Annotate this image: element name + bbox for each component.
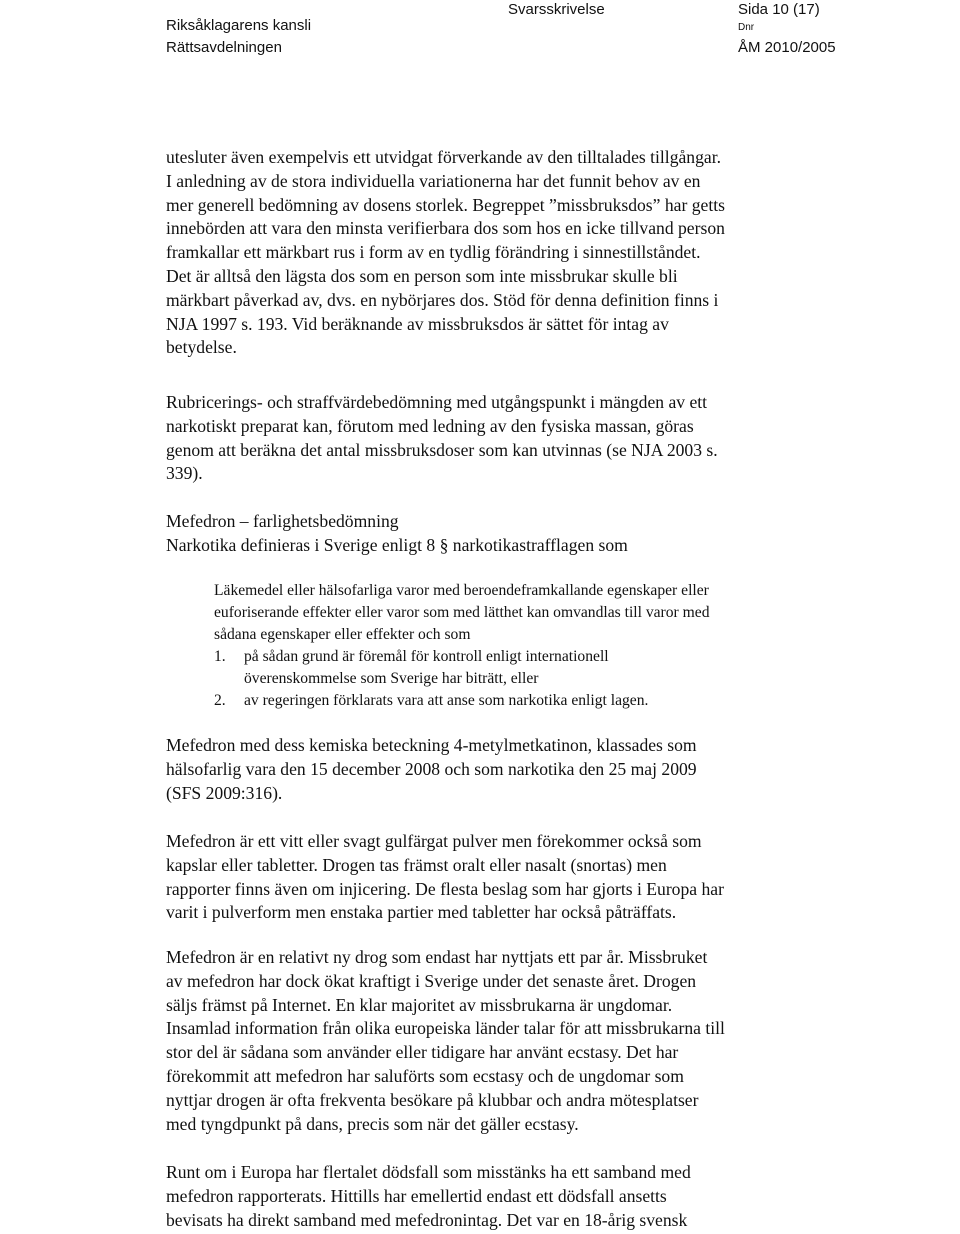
paragraph-dose-definition	[166, 146, 832, 360]
text-line: mefedron rapporterats. Hittills har emellertid endast ett dödsfall ansetts	[166, 1185, 667, 1206]
list-line: överenskommelse som Sverige har biträtt, eller	[244, 670, 539, 687]
list-item	[214, 690, 834, 712]
text-line: 339).	[166, 463, 203, 484]
text-line: Runt om i Europa har flertalet dödsfall som misstänks ha ett samband med	[166, 1162, 691, 1182]
header-dnr-label: Dnr	[738, 22, 755, 33]
text-line: kapslar eller tabletter. Drogen tas främst oralt eller nasalt (snortas) men	[166, 854, 667, 875]
quote-line: sådana egenskaper eller effekter och som	[214, 626, 471, 643]
paragraph-classification	[166, 391, 832, 486]
quote-line: euforiserande effekter eller varor som med lätthet kan omvandlas till varor med	[214, 604, 710, 621]
text-line: Insamlad information från olika europeiska länder talar för att missbrukarna till	[166, 1018, 725, 1039]
text-line: säljs främst på Internet. En klar majoritet av missbrukarna är ungdomar.	[166, 994, 673, 1015]
text-line: nyttjar drogen är ofta frekventa besökare på klubbar och andra mötesplatser	[166, 1089, 699, 1110]
law-quote	[214, 580, 834, 712]
paragraph-deaths	[166, 1161, 832, 1232]
text-line: bevisats ha direkt samband med mefedronintag. Det var en 18-årig svensk	[166, 1209, 688, 1230]
text-line: I anledning av de stora individuella variationerna har det funnit behov av en	[166, 170, 701, 191]
text-line: Mefedron är en relativt ny drog som endast har nyttjats ett par år. Missbruket	[166, 947, 708, 967]
text-line: varit i pulverform men enstaka partier med tabletter har också påträffats.	[166, 902, 677, 923]
text-line: rapporter finns även om injicering. De flesta beslag som har gjorts i Europa har	[166, 878, 724, 899]
text-line: mer generell bedömning av dosens storlek. Begreppet ”missbruksdos” har getts	[166, 194, 725, 215]
paragraph-appearance	[166, 830, 832, 925]
text-line: genom att beräkna det antal missbruksdoser som kan utvinnas (se NJA 2003 s.	[166, 439, 718, 460]
section-mefedron	[166, 510, 832, 558]
text-line: hälsofarlig vara den 15 december 2008 och som narkotika den 25 maj 2009	[166, 758, 697, 779]
quote-line: Läkemedel eller hälsofarliga varor med beroendeframkallande egenskaper eller	[214, 582, 709, 599]
paragraph-classification-date	[166, 734, 832, 805]
paragraph-usage	[166, 946, 832, 1136]
section-heading: Mefedron – farlighetsbedömning	[166, 511, 399, 531]
text-line: stor del är sådana som använder eller tidigare har använt ecstasy. Det har	[166, 1042, 679, 1063]
header-doc-type: Svarsskrivelse	[508, 1, 605, 18]
list-line: av regeringen förklarats vara att anse som narkotika enligt lagen.	[244, 692, 649, 709]
text-line: framkallar ett märkbart rus i form av en tydlig förändring i sinnestillståndet.	[166, 242, 701, 263]
text-line: förekommit att mefedron har saluförts som ecstasy och de ungdomar som	[166, 1065, 684, 1086]
header-org: Riksåklagarens kansli	[166, 17, 312, 34]
text-line: betydelse.	[166, 337, 237, 358]
header-dnr: ÅM 2010/2005	[738, 39, 836, 56]
text-line: med tyngdpunkt på dans, precis som när det gäller ecstasy.	[166, 1113, 579, 1134]
text-line: innebörden att vara den minsta verifierbara dos som hos en icke tillvand person	[166, 218, 725, 239]
list-line: på sådan grund är föremål för kontroll enligt internationell	[244, 648, 609, 665]
list-number: 1.	[214, 648, 226, 665]
text-line: Det är alltså den lägsta dos som en person som inte missbrukar skulle bli	[166, 265, 678, 286]
text-line: Narkotika definieras i Sverige enligt 8 § narkotikastrafflagen som	[166, 534, 628, 555]
text-line: NJA 1997 s. 193. Vid beräknande av missbruksdos är sättet för intag av	[166, 313, 669, 334]
list-item	[214, 646, 834, 690]
header-page-number: Sida 10 (17)	[738, 1, 820, 18]
text-line: utesluter även exempelvis ett utvidgat förverkande av den tilltalades tillgångar.	[166, 147, 721, 167]
list-number: 2.	[214, 692, 226, 709]
text-line: Rubricerings- och straffvärdebedömning med utgångspunkt i mängden av ett	[166, 392, 708, 412]
text-line: Mefedron med dess kemiska beteckning 4-metylmetkatinon, klassades som	[166, 735, 697, 755]
header-dept: Rättsavdelningen	[166, 39, 282, 56]
text-line: Mefedron är ett vitt eller svagt gulfärgat pulver men förekommer också som	[166, 831, 702, 851]
text-line: (SFS 2009:316).	[166, 782, 283, 803]
text-line: narkotiskt preparat kan, förutom med ledning av den fysiska massan, göras	[166, 415, 694, 436]
text-line: märkbart påverkad av, dvs. en nybörjares dos. Stöd för denna definition finns i	[166, 289, 719, 310]
text-line: av mefedron har dock ökat kraftigt i Sverige under det senaste året. Drogen	[166, 970, 697, 991]
